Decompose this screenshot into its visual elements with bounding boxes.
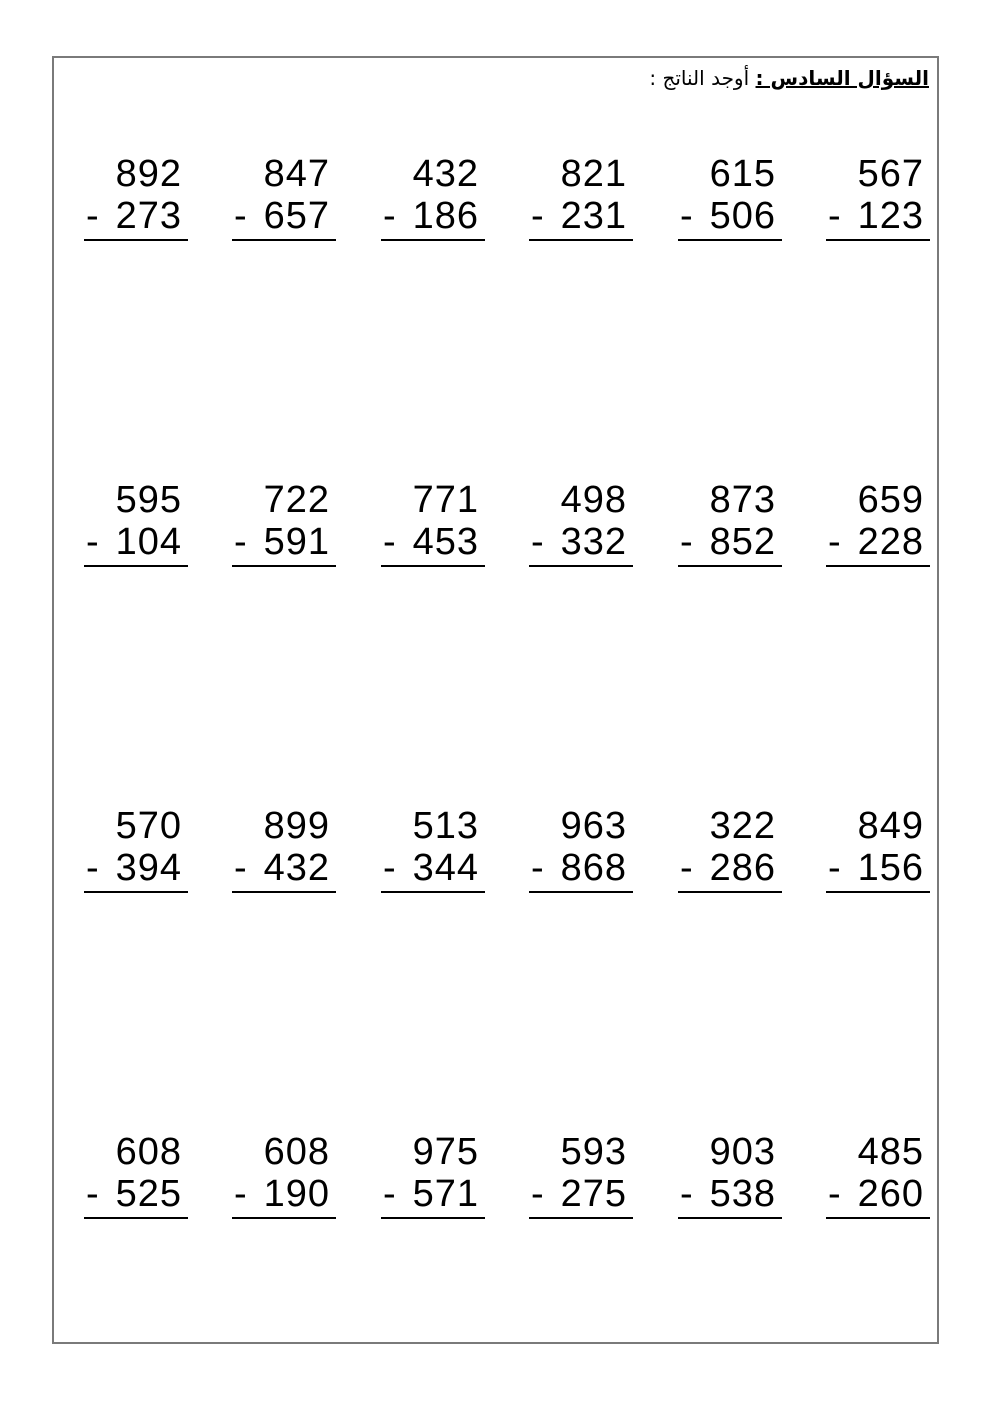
subtrahend: 273 [115,195,182,237]
minus-sign: - [680,521,693,563]
answer-line [678,565,782,567]
minuend: 899 [263,805,330,847]
minus-sign: - [680,195,693,237]
subtrahend: 260 [857,1173,924,1215]
minus-sign: - [828,1173,841,1215]
minus-sign: - [383,847,396,889]
subtrahend: 228 [857,521,924,563]
subtraction-problem [826,804,930,890]
subtraction-problem [232,804,336,890]
subtraction-problem [84,804,188,890]
answer-line [232,1217,336,1219]
minuend: 322 [709,805,776,847]
minuend: 847 [263,153,330,195]
minus-sign: - [531,521,544,563]
minuend: 873 [709,479,776,521]
minuend: 615 [709,153,776,195]
minus-sign: - [234,847,247,889]
subtraction-problem [529,804,633,890]
minus-sign: - [234,521,247,563]
answer-line [678,1217,782,1219]
minuend: 849 [857,805,924,847]
subtraction-problem [529,152,633,238]
answer-line [529,565,633,567]
minuend: 432 [412,153,479,195]
minus-sign: - [234,1173,247,1215]
answer-line [826,565,930,567]
subtraction-problem [84,1130,188,1216]
subtrahend: 231 [560,195,627,237]
minuend: 570 [115,805,182,847]
minuend: 903 [709,1131,776,1173]
minuend: 608 [115,1131,182,1173]
minus-sign: - [86,195,99,237]
answer-line [381,239,485,241]
subtrahend: 868 [560,847,627,889]
minuend: 975 [412,1131,479,1173]
minuend: 722 [263,479,330,521]
subtrahend: 432 [263,847,330,889]
answer-line [232,891,336,893]
subtraction-problem [232,1130,336,1216]
subtrahend: 571 [412,1173,479,1215]
minus-sign: - [383,195,396,237]
worksheet-frame [52,56,939,1344]
subtrahend: 344 [412,847,479,889]
minus-sign: - [86,521,99,563]
minuend: 595 [115,479,182,521]
subtraction-problem [826,152,930,238]
answer-line [84,239,188,241]
question-instruction: أوجد الناتج : [649,66,756,90]
subtraction-problem [84,478,188,564]
minus-sign: - [86,847,99,889]
minuend: 485 [857,1131,924,1173]
answer-line [84,565,188,567]
subtraction-problem [826,478,930,564]
subtraction-problem [826,1130,930,1216]
answer-line [826,239,930,241]
minus-sign: - [531,1173,544,1215]
answer-line [678,891,782,893]
subtrahend: 591 [263,521,330,563]
subtrahend: 190 [263,1173,330,1215]
subtrahend: 525 [115,1173,182,1215]
minuend: 567 [857,153,924,195]
subtrahend: 286 [709,847,776,889]
subtrahend: 538 [709,1173,776,1215]
subtraction-problem [678,1130,782,1216]
minuend: 513 [412,805,479,847]
subtraction-problem [529,1130,633,1216]
minus-sign: - [234,195,247,237]
subtrahend: 394 [115,847,182,889]
minus-sign: - [828,521,841,563]
minus-sign: - [86,1173,99,1215]
answer-line [826,891,930,893]
subtraction-problem [381,478,485,564]
subtraction-problem [232,478,336,564]
answer-line [381,565,485,567]
answer-line [529,891,633,893]
subtraction-problem [381,804,485,890]
subtrahend: 104 [115,521,182,563]
subtraction-problem [529,478,633,564]
answer-line [826,1217,930,1219]
answer-line [529,239,633,241]
minus-sign: - [828,847,841,889]
minuend: 892 [115,153,182,195]
minuend: 659 [857,479,924,521]
subtraction-problem [84,152,188,238]
minus-sign: - [383,1173,396,1215]
subtrahend: 852 [709,521,776,563]
minuend: 821 [560,153,627,195]
question-heading [649,66,929,90]
answer-line [381,891,485,893]
subtrahend: 332 [560,521,627,563]
subtraction-problem [678,152,782,238]
subtrahend: 506 [709,195,776,237]
question-label: السؤال السادس : [755,66,929,90]
subtraction-problem [678,478,782,564]
minus-sign: - [680,1173,693,1215]
subtrahend: 275 [560,1173,627,1215]
minus-sign: - [828,195,841,237]
subtrahend: 657 [263,195,330,237]
minuend: 771 [412,479,479,521]
answer-line [84,1217,188,1219]
minuend: 608 [263,1131,330,1173]
minuend: 593 [560,1131,627,1173]
minus-sign: - [680,847,693,889]
subtraction-problem [232,152,336,238]
answer-line [678,239,782,241]
subtraction-problem [381,1130,485,1216]
subtraction-problem [678,804,782,890]
answer-line [84,891,188,893]
answer-line [232,239,336,241]
subtrahend: 156 [857,847,924,889]
answer-line [232,565,336,567]
subtrahend: 186 [412,195,479,237]
answer-line [529,1217,633,1219]
subtraction-problem [381,152,485,238]
subtrahend: 453 [412,521,479,563]
answer-line [381,1217,485,1219]
minuend: 498 [560,479,627,521]
minus-sign: - [531,847,544,889]
minuend: 963 [560,805,627,847]
minus-sign: - [383,521,396,563]
subtrahend: 123 [857,195,924,237]
minus-sign: - [531,195,544,237]
